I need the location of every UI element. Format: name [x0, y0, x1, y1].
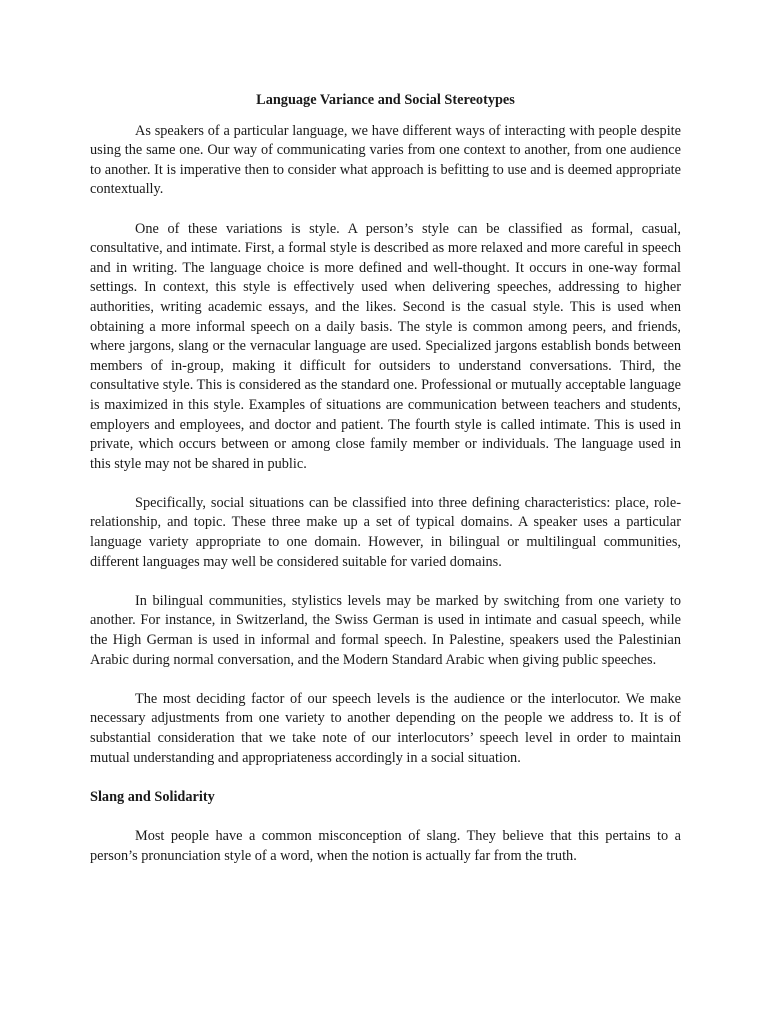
section-heading: Slang and Solidarity	[90, 788, 215, 805]
paragraph-audience: The most deciding factor of our speech levels is the audience or the interlocutor. We make necessary adjustments from one variety to another depending on the people we address to. It is of substantial consideration that we take note of our interlocutors’ speech level in order to maintain mutual understanding and appropriateness accordingly in a social situation.	[90, 690, 681, 766]
document-page	[90, 91, 681, 886]
paragraph-style: One of these variations is style. A person’s style can be classified as formal, casual, consultative, and intimate. First, a formal style is described as more relaxed and more careful in speech and in writing. The language choice is more defined and well-thought. It occurs in one-way formal settings. In context, this style is effectively used when delivering speeches, addressing to higher authorities, writing academic essays, and the likes. Second is the casual style. This is used when obtaining a more informal speech on a daily basis. The style is common among peers, and friends, where jargons, slang or the vernacular language are used. Specialized jargons establish bonds between members of in-group, making it difficult for outsiders to understand conversations. Third, the consultative style. This is considered as the standard one. Professional or mutually acceptable language is maximized in this style. Examples of situations are communication between teachers and students, employers and employees, and doctor and patient. The fourth style is called intimate. This is used in private, which occurs between or among close family member or individuals. The language used in this style may not be shared in public.	[90, 220, 681, 472]
document-title: Language Variance and Social Stereotypes	[256, 92, 515, 108]
paragraph-bilingual: In bilingual communities, stylistics levels may be marked by switching from one variety to another. For instance, in Switzerland, the Swiss German is used in intimate and casual speech, while the High German is used in informal and formal speech. In Palestine, speakers used the Palestinian Arabic during normal conversation, and the Modern Standard Arabic when giving public speeches.	[90, 592, 681, 668]
paragraph-slang: Most people have a common misconception of slang. They believe that this pertains to a person’s pronunciation style of a word, when the notion is actually far from the truth.	[90, 827, 681, 864]
paragraph-social-situations: Specifically, social situations can be classified into three defining characteristics: place, role-relationship, and topic. These three make up a set of typical domains. A speaker uses a particular language variety appropriate to one domain. However, in bilingual or multilingual communities, different languages may well be considered suitable for varied domains.	[90, 494, 681, 570]
paragraph-intro: As speakers of a particular language, we have different ways of interacting with people despite using the same one. Our way of communicating varies from one context to another, from one audience to another. It is imperative then to consider what approach is befitting to use and is deemed appropriate contextually.	[90, 122, 681, 198]
